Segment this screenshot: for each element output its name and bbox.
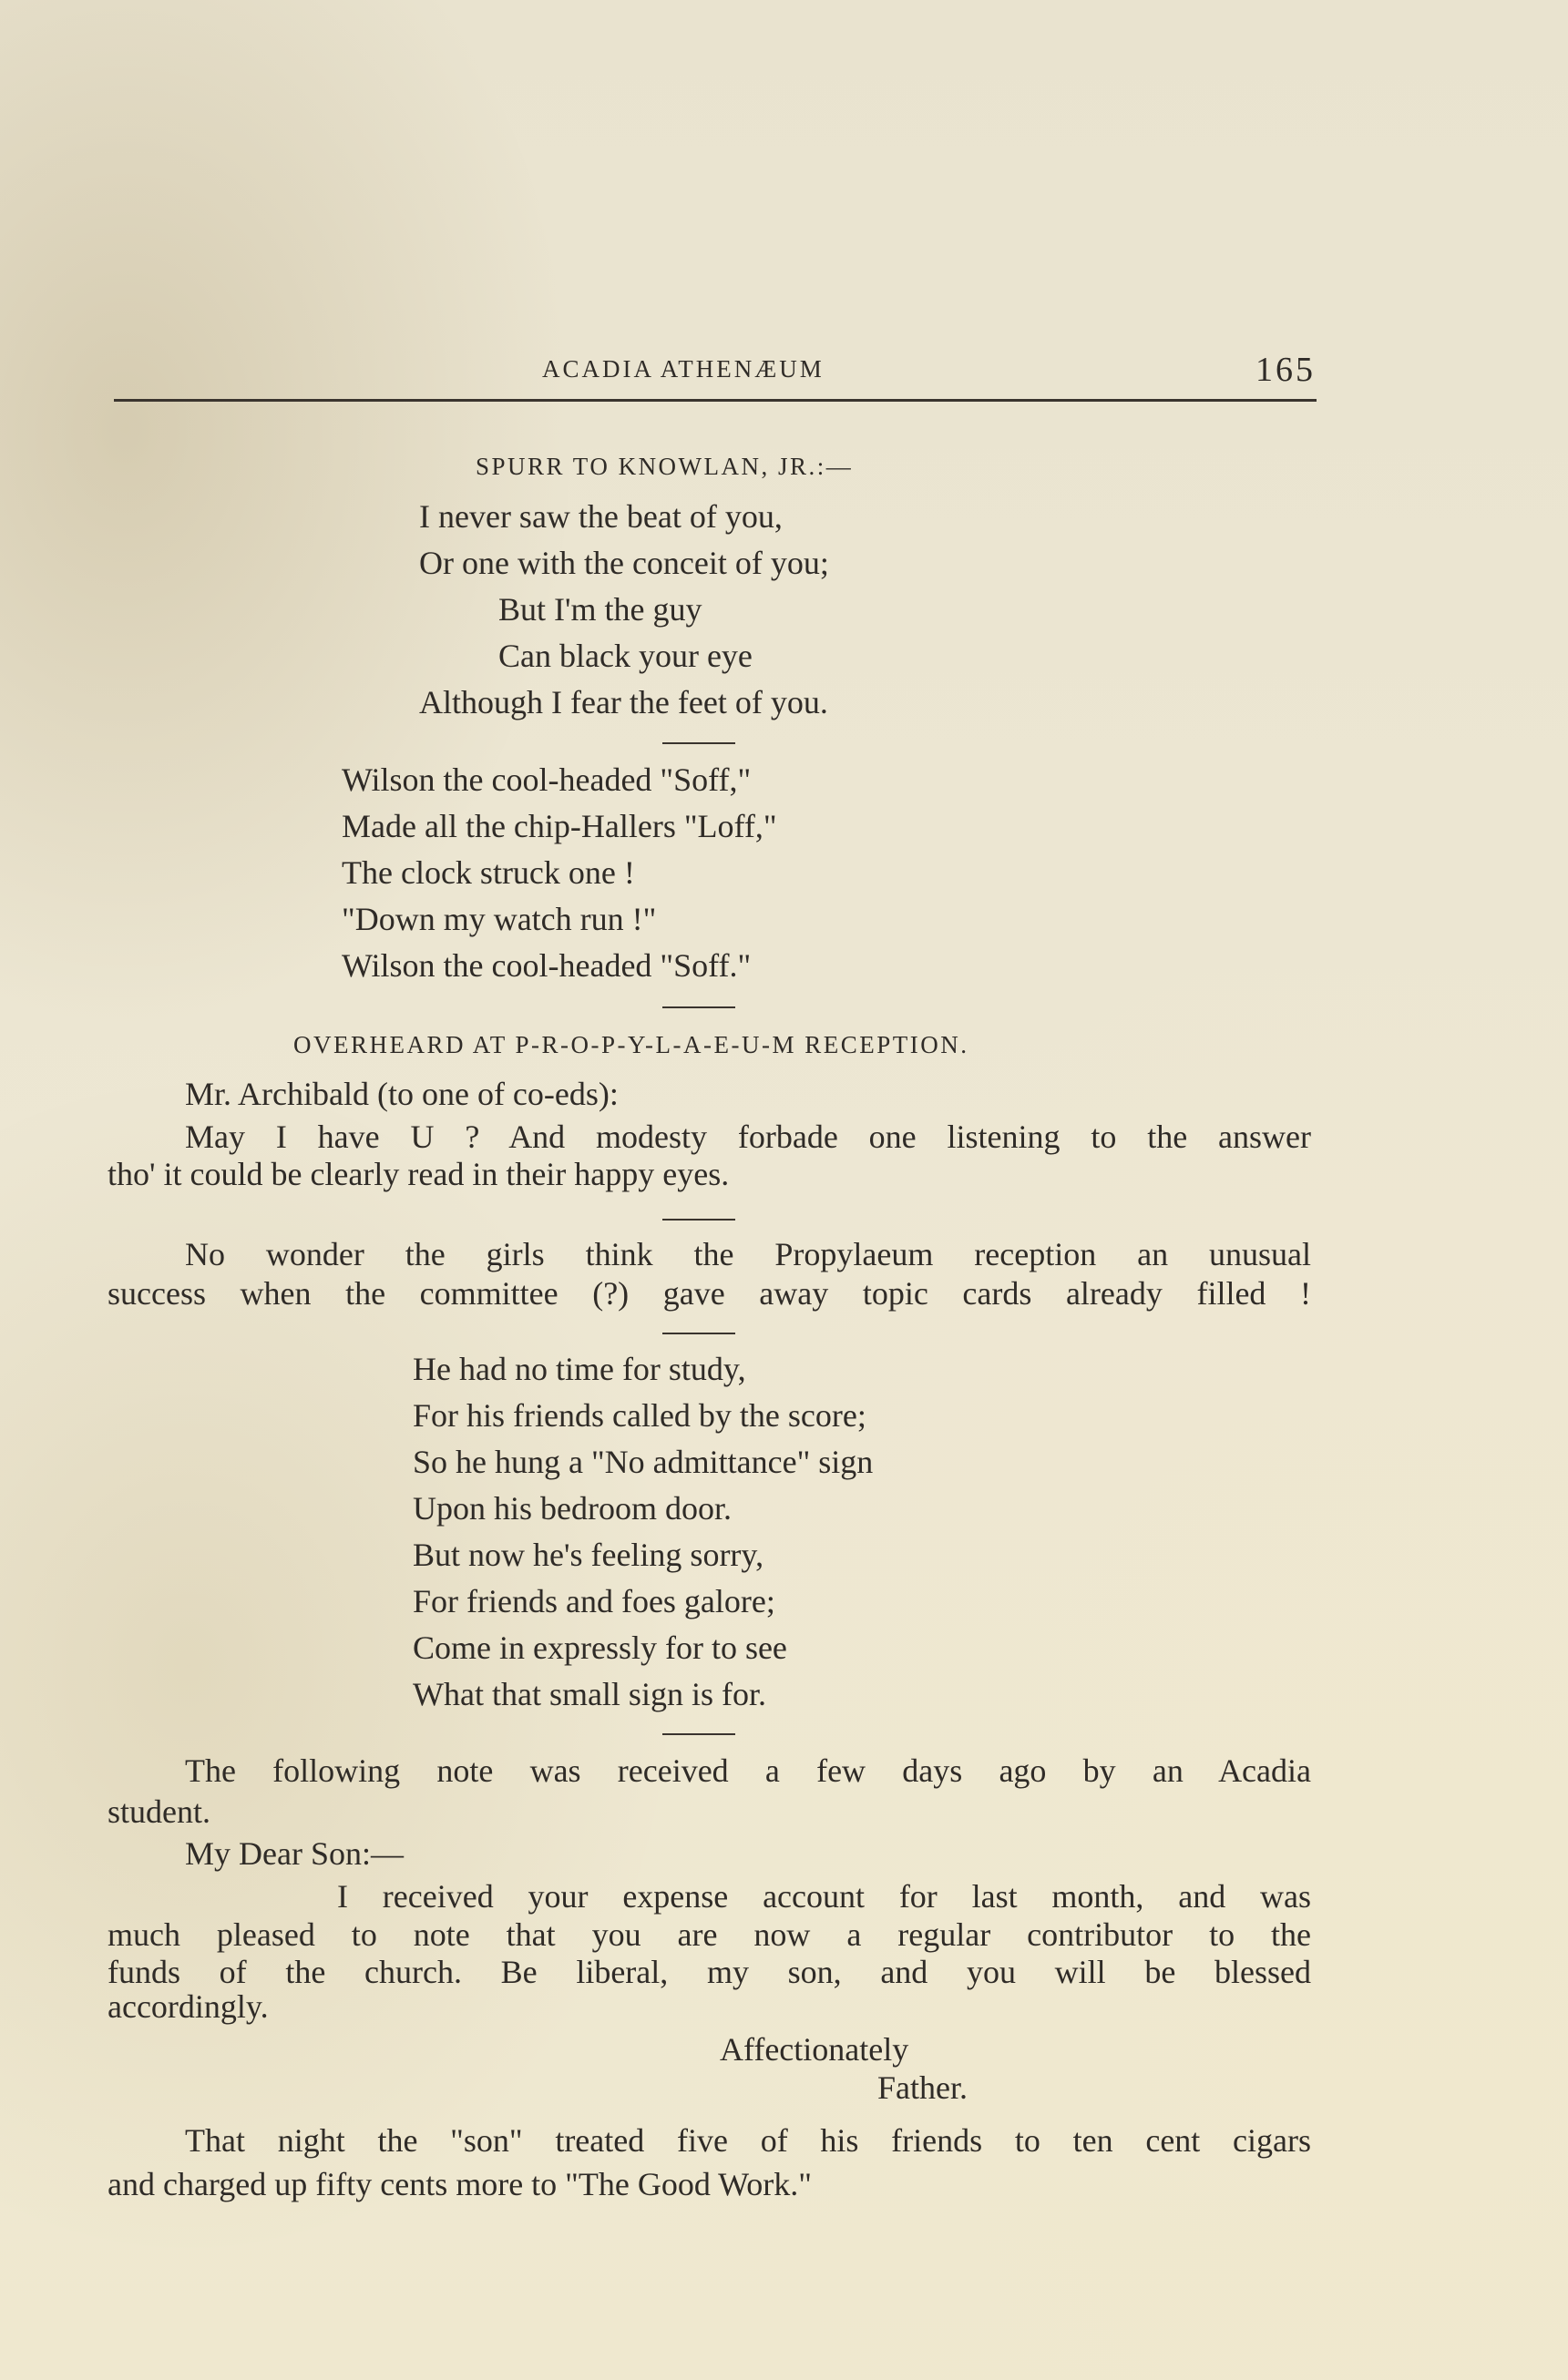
- verse-line: Or one with the conceit of you;: [419, 545, 829, 581]
- verse-line: Can black your eye: [498, 638, 753, 674]
- page-number: 165: [1255, 351, 1316, 389]
- section-heading-spurr: SPURR TO KNOWLAN, JR.:—: [476, 453, 854, 480]
- section-heading-overheard: OVERHEARD AT P-R-O-P-Y-L-A-E-U-M RECEPTION.: [293, 1031, 969, 1058]
- prose-line: That night the "son" treated five of his friends to ten cent cigars: [185, 2122, 1311, 2159]
- letter-signature: Father.: [877, 2069, 968, 2106]
- verse-line: But I'm the guy: [498, 591, 702, 628]
- verse-line: "Down my watch run !": [342, 901, 657, 937]
- verse-line: For his friends called by the score;: [413, 1397, 866, 1434]
- verse-line: What that small sign is for.: [413, 1676, 766, 1712]
- verse-line: For friends and foes galore;: [413, 1583, 775, 1619]
- verse-line: So he hung a "No admittance" sign: [413, 1444, 874, 1480]
- section-separator: [662, 1219, 735, 1221]
- header-rule: [114, 399, 1317, 402]
- letter-salutation: My Dear Son:—: [185, 1835, 404, 1872]
- section-separator: [662, 1733, 735, 1735]
- prose-line: funds of the church. Be liberal, my son, and you will be blessed: [108, 1954, 1311, 1990]
- verse-line: Made all the chip-Hallers "Loff,": [342, 808, 777, 844]
- section-separator: [662, 742, 735, 744]
- letter-closing: Affectionately: [720, 2031, 909, 2068]
- section-separator: [662, 1333, 735, 1334]
- prose-line: student.: [108, 1793, 210, 1830]
- prose-line: accordingly.: [108, 1988, 269, 2025]
- verse-line: The clock struck one !: [342, 854, 635, 891]
- prose-line: Mr. Archibald (to one of co-eds):: [185, 1076, 619, 1112]
- prose-line: The following note was received a few days ago by an Acadia: [185, 1752, 1311, 1789]
- prose-line: much pleased to note that you are now a regular contributor to the: [108, 1916, 1311, 1953]
- verse-line: I never saw the beat of you,: [419, 498, 783, 535]
- verse-line: Wilson the cool-headed "Soff,": [342, 761, 752, 798]
- prose-line: success when the committee (?) gave away topic cards already filled !: [108, 1275, 1311, 1312]
- verse-line: Come in expressly for to see: [413, 1629, 787, 1666]
- verse-line: He had no time for study,: [413, 1351, 746, 1387]
- prose-line: I received your expense account for last month, and was: [337, 1878, 1311, 1915]
- running-header-title: ACADIA ATHENÆUM: [542, 355, 825, 383]
- prose-line: and charged up fifty cents more to "The Good Work.": [108, 2166, 812, 2202]
- verse-line: Although I fear the feet of you.: [419, 684, 828, 720]
- verse-line: Wilson the cool-headed "Soff.": [342, 947, 752, 984]
- prose-line: May I have U ? And modesty forbade one listening to the answer: [185, 1118, 1311, 1155]
- verse-line: Upon his bedroom door.: [413, 1490, 732, 1527]
- prose-line: tho' it could be clearly read in their happy eyes.: [108, 1156, 730, 1192]
- section-separator: [662, 1006, 735, 1008]
- prose-line: No wonder the girls think the Propylaeum reception an unusual: [185, 1236, 1311, 1272]
- verse-line: But now he's feeling sorry,: [413, 1537, 764, 1573]
